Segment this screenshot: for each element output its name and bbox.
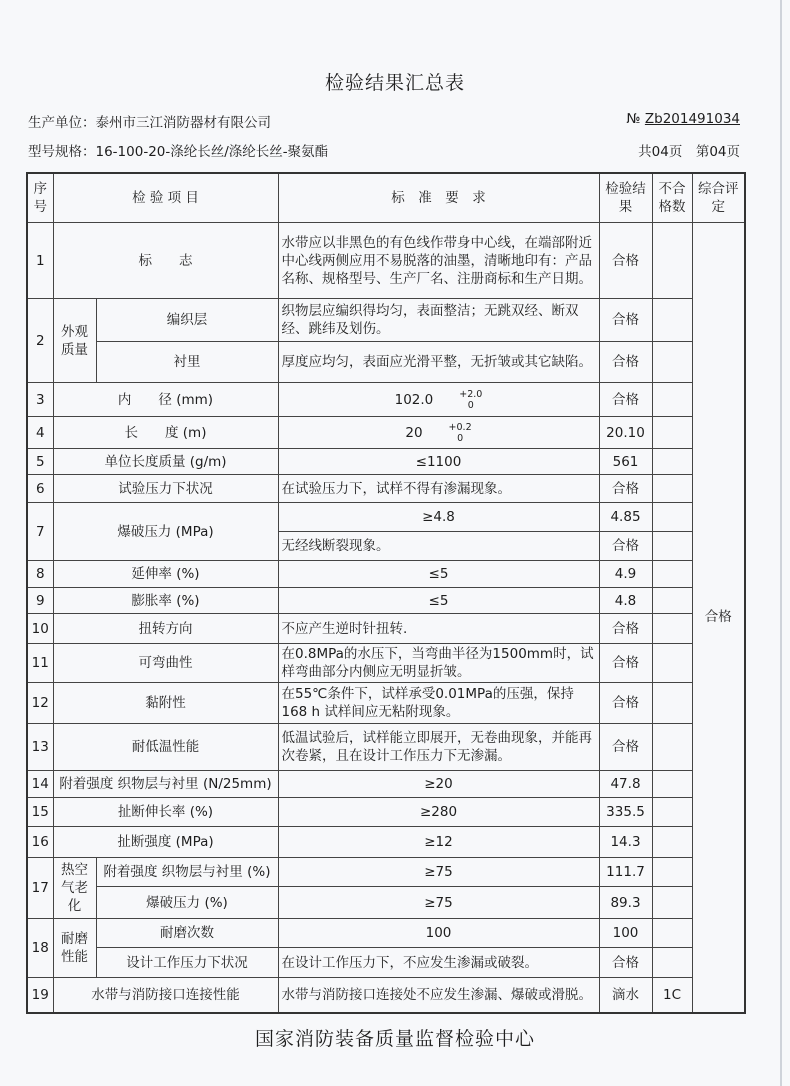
table-row <box>27 223 745 299</box>
fail-count <box>652 299 692 342</box>
fail-count <box>652 342 692 383</box>
header-no: 序号 <box>27 173 53 223</box>
test-result: 合格 <box>599 532 652 561</box>
standard-value: 无经线断裂现象。 <box>281 538 390 554</box>
row-number: 7 <box>27 503 53 561</box>
scan-edge <box>780 0 782 1086</box>
fail-count <box>652 449 692 475</box>
header-fail-count: 不合格数 <box>652 173 692 223</box>
standard-requirement <box>278 532 599 561</box>
item-name: 膨胀率 (%) <box>53 588 278 614</box>
table-row <box>27 771 745 798</box>
standard-requirement <box>278 887 599 919</box>
test-result: 100 <box>599 919 652 948</box>
test-result: 合格 <box>599 342 652 383</box>
row-number: 4 <box>27 417 53 449</box>
fail-count <box>652 683 692 724</box>
table-row <box>27 644 745 683</box>
row-number: 1 <box>27 223 53 299</box>
standard-value: 不应产生逆时针扭转. <box>281 620 408 637</box>
standard-requirement <box>278 588 599 614</box>
test-result: 滴水 <box>599 978 652 1013</box>
standard-value: 水带与消防接口连接处不应发生渗漏、爆破或滑脱。 <box>281 986 592 1003</box>
standard-requirement <box>278 827 599 858</box>
standard-requirement <box>278 475 599 503</box>
test-result: 合格 <box>599 724 652 771</box>
standard-requirement <box>278 449 599 475</box>
item-name: 长 度 (m) <box>53 417 278 449</box>
standard-value: 水带应以非黑色的有色线作带身中心线，在端部附近中心线两侧应用不易脱落的油墨，清晰地印有：产品名称、规格型号、生产厂名、注册商标和生产日期。 <box>281 234 592 287</box>
test-result: 合格 <box>599 299 652 342</box>
item-name: 黏附性 <box>53 683 278 724</box>
fail-count <box>652 798 692 827</box>
fail-count <box>652 919 692 948</box>
standard-value: ≤5 <box>428 566 449 582</box>
table-header <box>27 173 745 223</box>
standard-requirement <box>278 858 599 887</box>
standard-value: 织物层应编织得均匀，表面整洁；无跳双经、断双经、跳纬及划伤。 <box>281 303 579 337</box>
sub-item-name: 耐磨次数 <box>96 919 278 948</box>
table-row <box>27 503 745 532</box>
row-number: 16 <box>27 827 53 858</box>
test-result: 合格 <box>599 948 652 978</box>
header-overall: 综合评定 <box>692 173 745 223</box>
test-result: 4.8 <box>599 588 652 614</box>
item-name: 试验压力下状况 <box>53 475 278 503</box>
table-row <box>27 299 745 342</box>
standard-value: 在0.8MPa的水压下，当弯曲半径为1500mm时，试样弯曲部分内侧应无明显折皱。 <box>281 646 594 680</box>
fail-count <box>652 858 692 887</box>
report-number-prefix: № <box>626 111 645 127</box>
table-row <box>27 342 745 383</box>
test-result: 合格 <box>599 644 652 683</box>
sub-item-name: 设计工作压力下状况 <box>96 948 278 978</box>
item-name: 标 志 <box>53 223 278 299</box>
fail-count: 1C <box>652 978 692 1013</box>
standard-requirement <box>278 299 599 342</box>
item-name: 爆破压力 (MPa) <box>53 503 278 561</box>
test-result: 合格 <box>599 383 652 417</box>
standard-requirement <box>278 223 599 299</box>
sub-item-name: 衬里 <box>96 342 278 383</box>
standard-requirement <box>278 417 599 449</box>
tolerance <box>459 389 482 411</box>
standard-requirement <box>278 614 599 644</box>
row-number: 11 <box>27 644 53 683</box>
table-row <box>27 798 745 827</box>
row-number: 8 <box>27 561 53 588</box>
fail-count <box>652 827 692 858</box>
fail-count <box>652 588 692 614</box>
test-result: 47.8 <box>599 771 652 798</box>
standard-requirement <box>278 503 599 532</box>
model-spec: 型号规格：16-100-20-涤纶长丝/涤纶长丝-聚氨酯 <box>28 144 329 160</box>
standard-value: 100 <box>425 925 452 941</box>
item-name: 扯断伸长率 (%) <box>53 798 278 827</box>
row-number: 2 <box>27 299 53 383</box>
table-row <box>27 475 745 503</box>
test-result: 20.10 <box>599 417 652 449</box>
fail-count <box>652 417 692 449</box>
test-result: 111.7 <box>599 858 652 887</box>
fail-count <box>652 771 692 798</box>
standard-value: 低温试验后，试样能立即展开，无卷曲现象，并能再次卷紧，且在设计工作压力下无渗漏。 <box>281 730 592 764</box>
tolerance-lower: 0 <box>457 432 464 444</box>
header-item: 检 验 项 目 <box>53 173 278 223</box>
table-row <box>27 887 745 919</box>
standard-requirement <box>278 561 599 588</box>
table-row <box>27 948 745 978</box>
table-row <box>27 449 745 475</box>
standard-requirement <box>278 978 599 1013</box>
row-number: 3 <box>27 383 53 417</box>
standard-requirement <box>278 644 599 683</box>
standard-requirement <box>278 342 599 383</box>
standard-value: ≥280 <box>419 804 458 820</box>
standard-requirement <box>278 948 599 978</box>
standard-value: ≥12 <box>424 834 453 850</box>
standard-requirement <box>278 724 599 771</box>
table-row <box>27 683 745 724</box>
standard-value: 20 <box>405 424 423 441</box>
overall-assessment: 合格 <box>692 223 745 1013</box>
page-count: 共04页 第04页 <box>638 144 740 160</box>
item-group: 外观质量 <box>53 299 96 383</box>
row-number: 19 <box>27 978 53 1013</box>
fail-count <box>652 223 692 299</box>
standard-requirement <box>278 919 599 948</box>
header-result: 检验结果 <box>599 173 652 223</box>
standard-value: ≥75 <box>424 894 453 911</box>
fail-count <box>652 532 692 561</box>
standard-value: 在55℃条件下，试样承受0.01MPa的压强，保持168 h 试样间应无粘附现象。 <box>281 686 574 720</box>
item-name: 扯断强度 (MPa) <box>53 827 278 858</box>
table-row <box>27 978 745 1013</box>
standard-requirement <box>278 771 599 798</box>
test-result: 合格 <box>599 683 652 724</box>
item-name: 延伸率 (%) <box>53 561 278 588</box>
tolerance-upper: +2.0 <box>459 388 483 400</box>
fail-count <box>652 383 692 417</box>
test-result: 4.85 <box>599 503 652 532</box>
test-result: 合格 <box>599 614 652 644</box>
sub-item-name: 附着强度 织物层与衬里 (%) <box>96 858 278 887</box>
row-number: 15 <box>27 798 53 827</box>
fail-count <box>652 561 692 588</box>
document-title: 检验结果汇总表 <box>324 72 465 94</box>
item-group: 热空气老化 <box>53 858 96 919</box>
row-number: 5 <box>27 449 53 475</box>
standard-value: ≥20 <box>424 776 453 792</box>
standard-value: ≤5 <box>428 592 449 609</box>
fail-count <box>652 724 692 771</box>
standard-requirement <box>278 798 599 827</box>
standard-value: ≤1100 <box>415 453 462 470</box>
standard-value: ≥75 <box>424 864 453 880</box>
test-result: 合格 <box>599 223 652 299</box>
manufacturer: 生产单位：泰州市三江消防器材有限公司 <box>28 115 271 131</box>
row-number: 6 <box>27 475 53 503</box>
row-number: 13 <box>27 724 53 771</box>
row-number: 9 <box>27 588 53 614</box>
test-result: 335.5 <box>599 798 652 827</box>
report-number <box>627 111 740 127</box>
fail-count <box>652 503 692 532</box>
standard-value: ≥4.8 <box>422 509 455 525</box>
table-row <box>27 561 745 588</box>
item-name: 附着强度 织物层与衬里 (N/25mm) <box>53 771 278 798</box>
fail-count <box>652 644 692 683</box>
tolerance-lower: 0 <box>467 399 474 411</box>
table-row <box>27 383 745 417</box>
sub-item-name: 爆破压力 (%) <box>96 887 278 919</box>
test-result: 14.3 <box>599 827 652 858</box>
results-table <box>26 172 746 1014</box>
table-row <box>27 858 745 887</box>
fail-count <box>652 614 692 644</box>
report-number-value: Zb201491034 <box>644 111 740 127</box>
item-name: 可弯曲性 <box>53 644 278 683</box>
standard-requirement <box>278 383 599 417</box>
item-name: 水带与消防接口连接性能 <box>53 978 278 1013</box>
table-row <box>27 919 745 948</box>
test-result: 89.3 <box>599 887 652 919</box>
test-result: 合格 <box>599 475 652 503</box>
table-row <box>27 417 745 449</box>
standard-value: 在设计工作压力下，不应发生渗漏或破裂。 <box>281 954 538 971</box>
item-group: 耐磨性能 <box>53 919 96 978</box>
table-row <box>27 724 745 771</box>
standard-value: 在试验压力下，试样不得有渗漏现象。 <box>281 480 511 497</box>
item-name: 单位长度质量 (g/m) <box>53 449 278 475</box>
sub-item-name: 编织层 <box>96 299 278 342</box>
tolerance-upper: +0.2 <box>448 421 472 433</box>
fail-count <box>652 475 692 503</box>
standard-value: 102.0 <box>394 391 434 408</box>
row-number: 10 <box>27 614 53 644</box>
tolerance <box>449 422 472 444</box>
standard-requirement <box>278 683 599 724</box>
standard-value: 厚度应均匀，表面应光滑平整，无折皱或其它缺陷。 <box>281 354 592 370</box>
test-result: 561 <box>599 449 652 475</box>
row-number: 14 <box>27 771 53 798</box>
header-standard: 标 准 要 求 <box>278 173 599 223</box>
item-name: 内 径 (mm) <box>53 383 278 417</box>
fail-count <box>652 948 692 978</box>
row-number: 18 <box>27 919 53 978</box>
row-number: 12 <box>27 683 53 724</box>
table-row <box>27 588 745 614</box>
issuer: 国家消防装备质量监督检验中心 <box>254 1028 535 1050</box>
table-row <box>27 614 745 644</box>
item-name: 耐低温性能 <box>53 724 278 771</box>
item-name: 扭转方向 <box>53 614 278 644</box>
fail-count <box>652 887 692 919</box>
test-result: 4.9 <box>599 561 652 588</box>
table-row <box>27 827 745 858</box>
row-number: 17 <box>27 858 53 919</box>
